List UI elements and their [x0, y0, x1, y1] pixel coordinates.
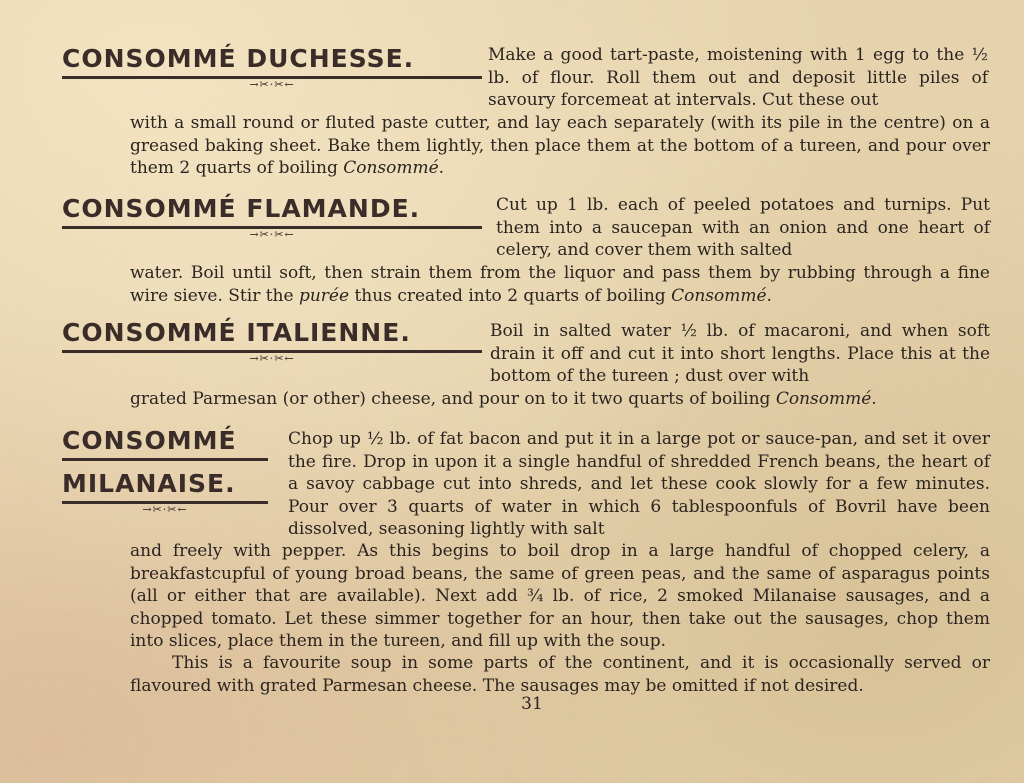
recipe-heading-milanaise	[62, 428, 268, 516]
recipe-lead-duchesse: Make a good tart-paste, moistening with 1 egg to the ½ lb. of flour. Roll them out and deposit little piles of savoury forcemeat at intervals. Cut these out	[488, 45, 988, 110]
recipe-lead-italienne: Boil in salted water ½ lb. of macaroni, and when soft drain it off and cut it into short lengths. Place this at the bottom of the tureen ; dust over with	[490, 321, 990, 386]
heading-text-line1: CONSOMMÉ	[62, 426, 237, 455]
recipe-lead-flamande: Cut up 1 lb. each of peeled potatoes and turnips. Put them into a saucepan with an onion and one heart of celery, and cover them with salted	[496, 195, 990, 260]
recipe-body-duchesse: with a small round or fluted paste cutter, and lay each separately (with its pile in the centre) on a greased baking sheet. Bake them lightly, then place them at the bottom of a tureen, and pour over them 2 quarts of boiling Consommé.	[130, 113, 990, 178]
heading-text: CONSOMMÉ ITALIENNE.	[62, 318, 411, 347]
page-number: 31	[521, 694, 543, 714]
flourish-ornament: →✂·✂←	[142, 503, 188, 516]
flourish-ornament: →✂·✂←	[249, 352, 295, 365]
recipe-heading-flamande	[62, 196, 482, 241]
recipe-body-flamande: water. Boil until soft, then strain them from the liquor and pass them by rubbing through a fine wire sieve. Stir the purée thus created into 2 quarts of boiling Consommé.	[130, 263, 990, 306]
recipe-heading-italienne	[62, 320, 482, 365]
recipe-body-italienne: grated Parmesan (or other) cheese, and pour on to it two quarts of boiling Consommé.	[130, 389, 877, 409]
flourish-ornament: →✂·✂←	[249, 228, 295, 241]
recipe-heading-duchesse	[62, 46, 482, 91]
recipe-note-milanaise: This is a favourite soup in some parts of the continent, and it is occasionally served or flavoured with grated Parmesan cheese. The sausages may be omitted if not desired.	[130, 653, 990, 696]
heading-rule	[62, 458, 268, 461]
flourish-ornament: →✂·✂←	[249, 78, 295, 91]
recipe-lead-milanaise: Chop up ½ lb. of fat bacon and put it in a large pot or sauce-pan, and set it over the fire. Drop in upon it a single handful of shredded French beans, the heart of a savoy cabbage cut into shreds, and let these cook slowly for a few minutes. Pour over 3 quarts of water in which 6 tablespoonfuls of Bovril have been dissolved, seasoning lightly with salt	[288, 429, 990, 539]
recipe-body-milanaise: and freely with pepper. As this begins to boil drop in a large handful of chopped celery, a breakfastcupful of young broad beans, the same of green peas, and the same of asparagus points (all or either that are available). Next add ¾ lb. of rice, 2 smoked Milanaise sausages, and a chopped tomato. Let these simmer together for an hour, then take out the sausages, chop them into slices, place them in the tureen, and fill up with the soup.	[130, 541, 990, 651]
heading-text-line2: MILANAISE.	[62, 469, 236, 498]
heading-text: CONSOMMÉ FLAMANDE.	[62, 194, 421, 223]
heading-text: CONSOMMÉ DUCHESSE.	[62, 44, 415, 73]
